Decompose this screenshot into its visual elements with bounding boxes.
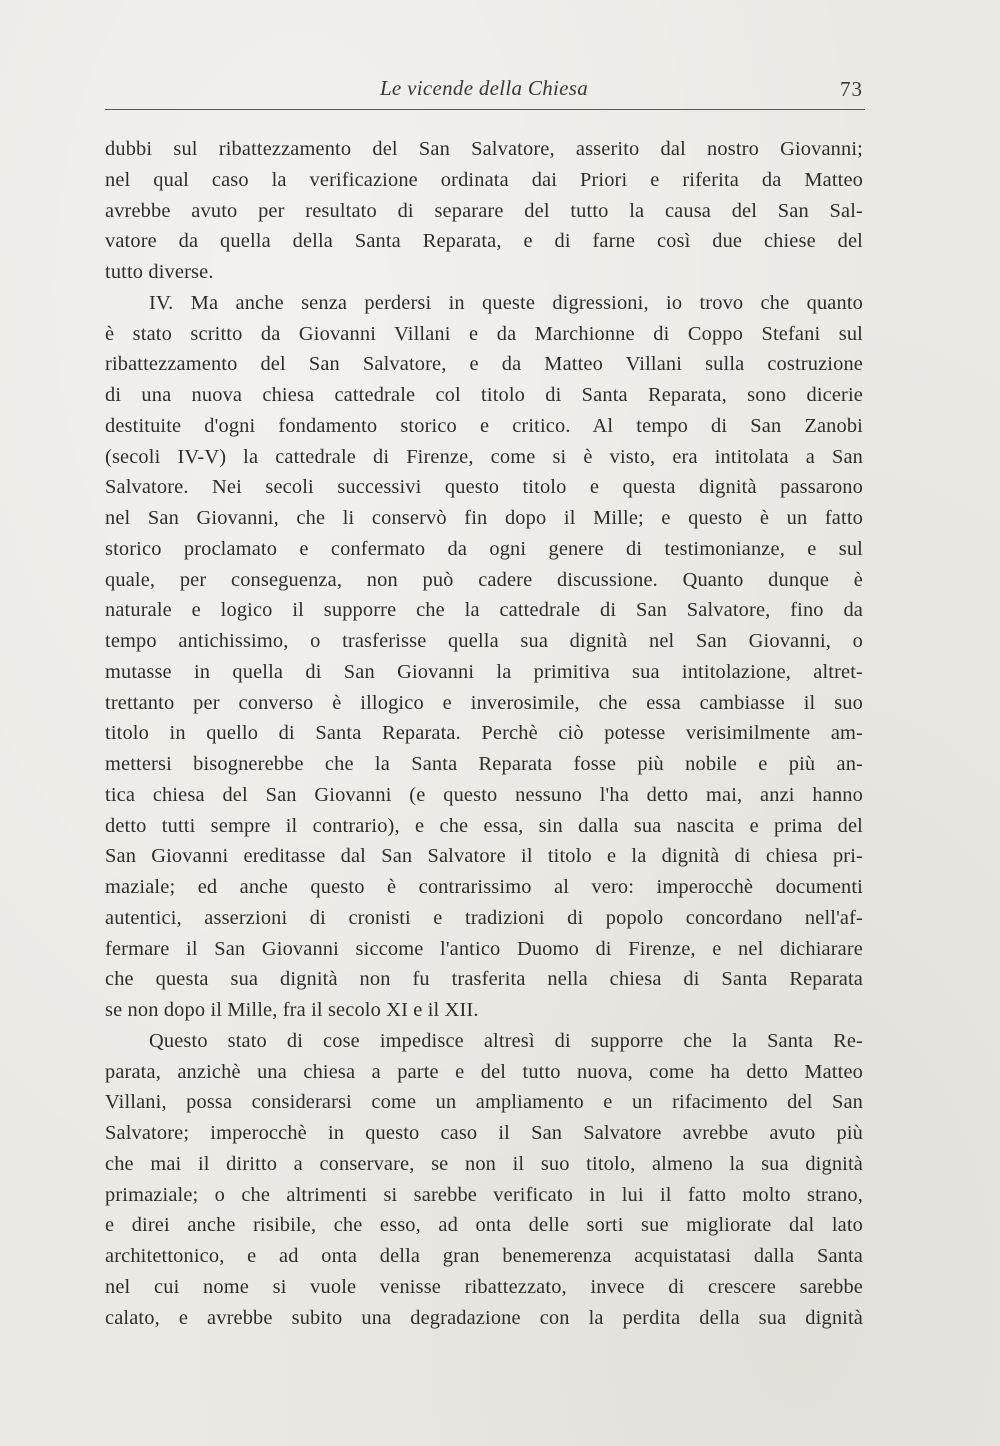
text-line: storico proclamato e confermato da ogni genere di testimonianze, e sul bbox=[105, 537, 863, 560]
body-text bbox=[105, 134, 863, 1333]
text-line: IV. Ma anche senza perdersi in queste digressioni, io trovo che quanto bbox=[149, 291, 863, 314]
text-line: autentici, asserzioni di cronisti e tradizioni di popolo concordano nell'af- bbox=[105, 906, 863, 929]
text-line: che questa sua dignità non fu trasferita nella chiesa di Santa Reparata bbox=[105, 968, 863, 991]
text-line: calato, e avrebbe subito una degradazione con la perdita della sua dignità bbox=[105, 1306, 863, 1329]
text-line: naturale e logico il supporre che la cattedrale di San Salvatore, fino da bbox=[105, 599, 863, 622]
page-number: 73 bbox=[840, 77, 863, 101]
text-line: tutto diverse. bbox=[105, 261, 214, 283]
text-line: nel San Giovanni, che li conservò fin dopo il Mille; e questo è un fatto bbox=[105, 507, 863, 529]
text-line: è stato scritto da Giovanni Villani e da Marchionne di Coppo Stefani sul bbox=[105, 322, 863, 345]
text-line: parata, anzichè una chiesa a parte e del tutto nuova, come ha detto Matteo bbox=[105, 1060, 863, 1083]
text-line: vatore da quella della Santa Reparata, e di farne così due chiese del bbox=[105, 230, 863, 253]
text-line: se non dopo il Mille, fra il secolo XI e il XII. bbox=[105, 999, 479, 1021]
text-line: (secoli IV-V) la cattedrale di Firenze, come si è visto, era intitolata a San bbox=[105, 445, 863, 468]
text-line: San Giovanni ereditasse dal San Salvatore il titolo e la dignità di chiesa pri- bbox=[105, 845, 863, 868]
text-line: avrebbe avuto per resultato di separare del tutto la causa del San Sal- bbox=[105, 199, 863, 222]
text-line: maziale; ed anche questo è contrarissimo al vero: imperocchè documenti bbox=[105, 876, 863, 898]
text-line: detto tutti sempre il contrario), e che essa, sin dalla sua nascita e prima del bbox=[105, 814, 863, 837]
text-line: nel cui nome si vuole venisse ribattezzato, invece di crescere sarebbe bbox=[105, 1275, 863, 1298]
header-rule bbox=[105, 109, 865, 110]
text-line: trettanto per converso è illogico e inverosimile, che essa cambiasse il suo bbox=[105, 691, 863, 714]
text-line: mutasse in quella di San Giovanni la primitiva sua intitolazione, altret- bbox=[105, 660, 863, 683]
text-line: tica chiesa del San Giovanni (e questo nessuno l'ha detto mai, anzi hanno bbox=[105, 783, 863, 806]
text-line: architettonico, e ad onta della gran benemerenza acquistatasi dalla Santa bbox=[105, 1245, 863, 1267]
text-line: titolo in quello di Santa Reparata. Perchè ciò potesse verisimilmente am- bbox=[105, 722, 863, 745]
text-line: destituite d'ogni fondamento storico e critico. Al tempo di San Zanobi bbox=[105, 414, 863, 437]
text-line: tempo antichissimo, o trasferisse quella sua dignità nel San Giovanni, o bbox=[105, 630, 863, 652]
text-line: nel qual caso la verificazione ordinata dai Priori e riferita da Matteo bbox=[105, 168, 863, 191]
text-line: primaziale; o che altrimenti si sarebbe verificato in lui il fatto molto strano, bbox=[105, 1183, 863, 1206]
running-title: Le vicende della Chiesa bbox=[379, 76, 589, 100]
text-line: che mai il diritto a conservare, se non il suo titolo, almeno la sua dignità bbox=[105, 1152, 863, 1175]
text-line: quale, per conseguenza, non può cadere discussione. Quanto dunque è bbox=[105, 568, 863, 591]
text-line: dubbi sul ribattezzamento del San Salvatore, asserito dal nostro Giovanni; bbox=[105, 138, 863, 160]
text-line: Salvatore. Nei secoli successivi questo titolo e questa dignità passarono bbox=[105, 476, 863, 499]
text-line: fermare il San Giovanni siccome l'antico Duomo di Firenze, e nel dichiarare bbox=[105, 937, 863, 960]
running-head bbox=[105, 76, 863, 106]
text-line: di una nuova chiesa cattedrale col titolo di Santa Reparata, sono dicerie bbox=[105, 384, 863, 406]
text-line: e direi anche risibile, che esso, ad onta delle sorti sue migliorate dal lato bbox=[105, 1214, 863, 1237]
text-line: ribattezzamento del San Salvatore, e da Matteo Villani sulla costruzione bbox=[105, 353, 863, 376]
text-line: Villani, possa considerarsi come un ampliamento e un rifacimento del San bbox=[105, 1091, 863, 1114]
text-line: mettersi bisognerebbe che la Santa Reparata fosse più nobile e più an- bbox=[105, 753, 863, 775]
text-line: Questo stato di cose impedisce altresì di supporre che la Santa Re- bbox=[149, 1029, 863, 1052]
text-line: Salvatore; imperocchè in questo caso il San Salvatore avrebbe avuto più bbox=[105, 1122, 863, 1144]
